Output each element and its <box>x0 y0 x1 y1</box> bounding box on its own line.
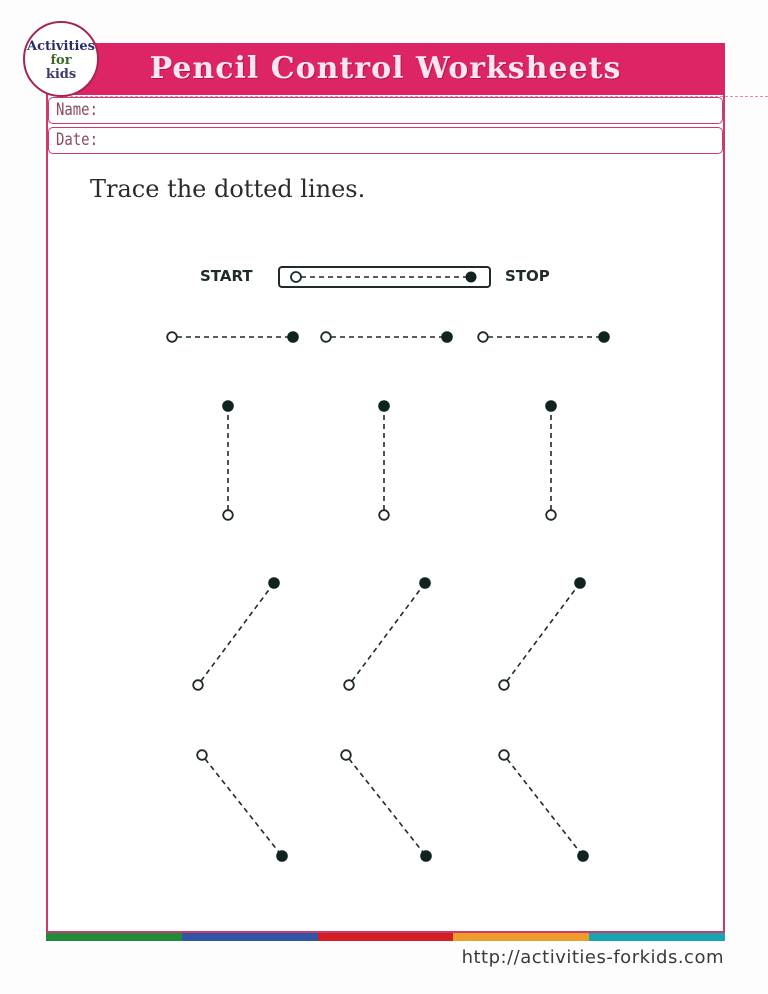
color-segment-teal <box>589 933 725 941</box>
stop-dot-icon <box>598 331 610 343</box>
stop-dot-icon <box>419 577 431 589</box>
color-segment-blue <box>182 933 318 941</box>
start-dot-icon <box>223 510 233 520</box>
stop-dot-icon <box>268 577 280 589</box>
tracing-line-diagonal-down[interactable] <box>499 750 589 862</box>
tracing-lines[interactable] <box>167 331 610 862</box>
start-dot-icon <box>478 332 488 342</box>
start-dot-icon <box>291 272 301 282</box>
start-dot-icon <box>546 510 556 520</box>
logo-line-3: kids <box>45 67 77 82</box>
tracing-line-vertical[interactable] <box>378 400 390 520</box>
tracing-line-diagonal-up[interactable] <box>344 577 431 690</box>
logo-line-1: Activities <box>27 39 95 54</box>
tracing-line-horizontal[interactable] <box>167 331 299 343</box>
start-dot-icon <box>321 332 331 342</box>
tracing-line-horizontal[interactable] <box>478 331 610 343</box>
page-title: Pencil Control Worksheets <box>149 51 622 86</box>
stop-dot-icon <box>287 331 299 343</box>
legend-start-label: START <box>200 267 253 285</box>
start-dot-icon <box>499 680 509 690</box>
stop-dot-icon <box>276 850 288 862</box>
start-dot-icon <box>193 680 203 690</box>
start-dot-icon <box>167 332 177 342</box>
stop-dot-icon <box>420 850 432 862</box>
name-label: Name: <box>56 100 98 120</box>
tracing-line-diagonal-down[interactable] <box>341 750 432 862</box>
stop-dot-icon <box>574 577 586 589</box>
logo-line-2: for <box>50 53 72 68</box>
color-segment-orange <box>453 933 589 941</box>
start-dot-icon <box>197 750 207 760</box>
start-dot-icon <box>499 750 509 760</box>
stop-dot-icon <box>545 400 557 412</box>
tracing-line-vertical[interactable] <box>545 400 557 520</box>
color-segment-green <box>46 933 182 941</box>
legend-stop-label: STOP <box>505 267 550 285</box>
stop-dot-icon <box>441 331 453 343</box>
start-dot-icon <box>341 750 351 760</box>
tracing-line-vertical[interactable] <box>222 400 234 520</box>
start-dot-icon <box>344 680 354 690</box>
stop-dot-icon <box>577 850 589 862</box>
tracing-line-diagonal-up[interactable] <box>499 577 586 690</box>
date-label: Date: <box>56 130 98 150</box>
tracing-line-diagonal-down[interactable] <box>197 750 288 862</box>
color-segment-red <box>318 933 454 941</box>
tracing-line-diagonal-up[interactable] <box>193 577 280 690</box>
stop-dot-icon <box>222 400 234 412</box>
instruction-text: Trace the dotted lines. <box>90 175 366 203</box>
legend-example-line <box>291 272 477 283</box>
footer-color-bar <box>46 933 725 941</box>
stop-dot-icon <box>378 400 390 412</box>
footer-url[interactable]: http://activities-forkids.com <box>461 947 724 968</box>
tracing-line-horizontal[interactable] <box>321 331 453 343</box>
stop-dot-icon <box>466 272 477 283</box>
start-dot-icon <box>379 510 389 520</box>
